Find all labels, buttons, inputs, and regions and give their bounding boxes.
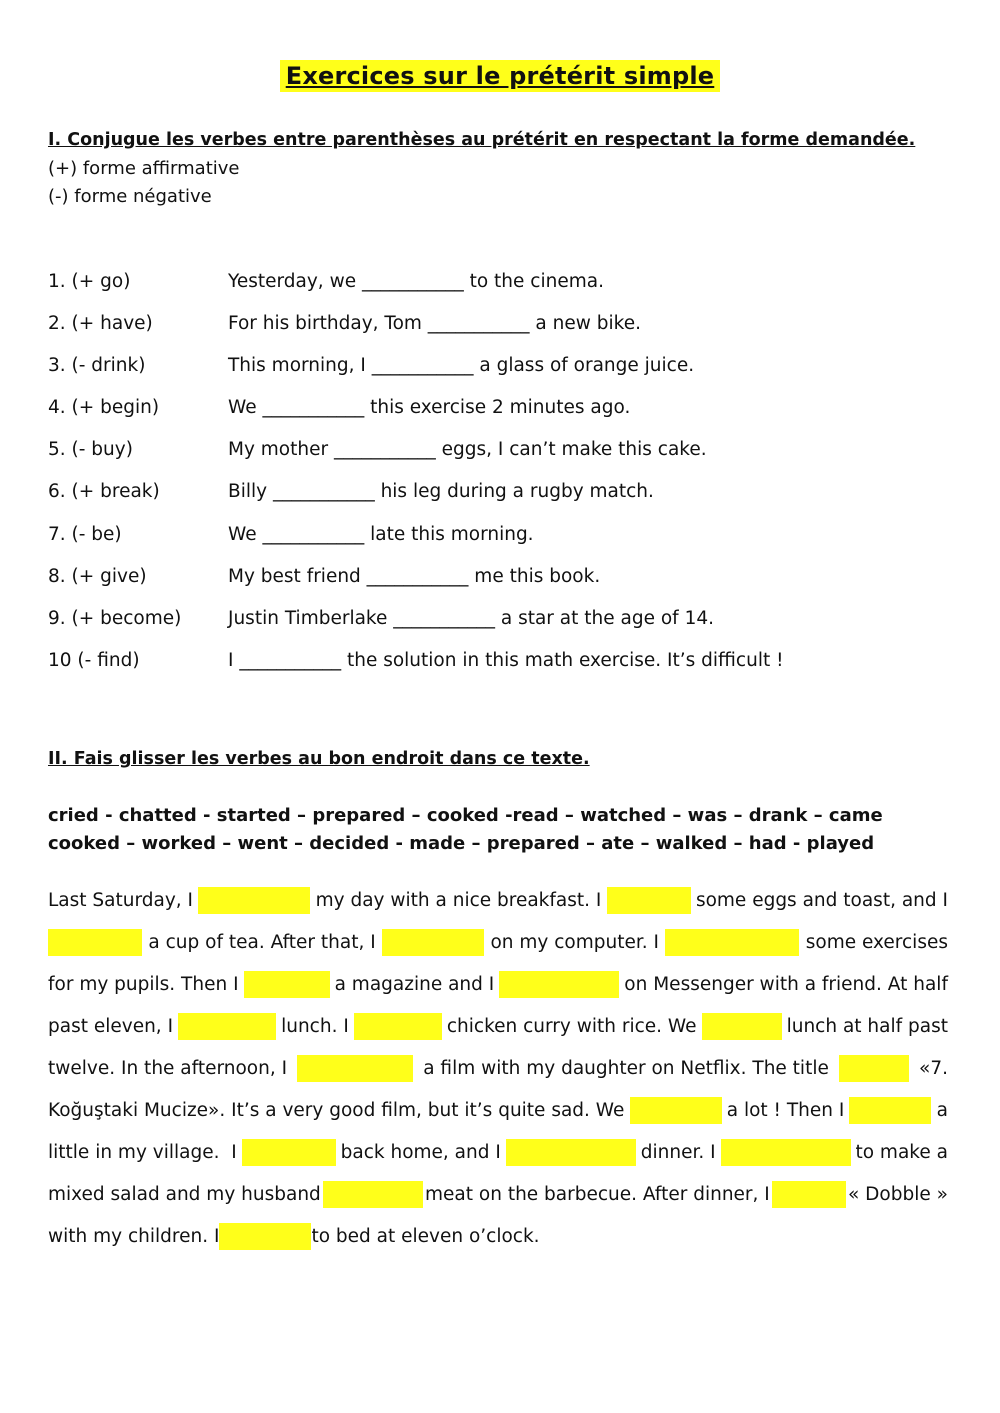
text-segment: some exercises xyxy=(805,931,948,953)
question-sentence: My best friend ___________ me this book. xyxy=(228,566,601,587)
drop-zone[interactable] xyxy=(382,929,484,956)
text-segment: with my children. I xyxy=(48,1225,220,1247)
question-number: 8. (+ give) xyxy=(48,566,147,587)
question-number: 10 (- find) xyxy=(48,650,140,671)
text-line xyxy=(48,1051,948,1085)
text-segment: a magazine and I xyxy=(334,973,495,995)
text-segment: chicken curry with rice. We xyxy=(446,1015,697,1037)
question-number: 4. (+ begin) xyxy=(48,397,160,418)
text-segment: my day with a nice breakfast. I xyxy=(315,889,602,911)
text-segment: some eggs and toast, and I xyxy=(695,889,948,911)
text-segment: Last Saturday, I xyxy=(48,889,194,911)
text-segment: lunch at half past xyxy=(786,1015,948,1037)
drop-zone[interactable] xyxy=(297,1055,413,1082)
verb-bank-line: cooked – worked – went – decided - made – prepared – ate – walked – had - played xyxy=(48,833,875,854)
text-segment: twelve. In the afternoon, I xyxy=(48,1057,288,1079)
section2-heading: II. Fais glisser les verbes au bon endroit dans ce texte. xyxy=(48,749,590,769)
question-sentence: Billy ___________ his leg during a rugby match. xyxy=(228,481,654,502)
drop-zone[interactable] xyxy=(630,1097,722,1124)
drop-zone[interactable] xyxy=(499,971,619,998)
question-sentence: This morning, I ___________ a glass of orange juice. xyxy=(228,355,695,376)
drop-zone[interactable] xyxy=(607,887,691,914)
drop-zone[interactable] xyxy=(242,1139,336,1166)
legend-affirmative: (+) forme affirmative xyxy=(48,158,240,179)
text-line xyxy=(48,1009,948,1043)
question-sentence: For his birthday, Tom ___________ a new bike. xyxy=(228,313,641,334)
verb-bank-line: cried - chatted - started – prepared – cooked -read – watched – was – drank – came xyxy=(48,805,883,826)
text-segment: mixed salad and my husband xyxy=(48,1183,321,1205)
drop-zone[interactable] xyxy=(48,929,142,956)
section1-heading: I. Conjugue les verbes entre parenthèses au prétérit en respectant la forme demandée. xyxy=(48,130,916,150)
text-line xyxy=(48,1135,948,1169)
drop-zone[interactable] xyxy=(198,887,310,914)
text-line xyxy=(48,883,948,917)
question-number: 3. (- drink) xyxy=(48,355,146,376)
text-segment: meat on the barbecue. After dinner, I xyxy=(425,1183,770,1205)
drop-zone[interactable] xyxy=(721,1139,851,1166)
drop-zone[interactable] xyxy=(702,1013,782,1040)
drop-zone[interactable] xyxy=(354,1013,442,1040)
question-sentence: We ___________ this exercise 2 minutes ago. xyxy=(228,397,631,418)
question-number: 1. (+ go) xyxy=(48,271,131,292)
text-segment: lunch. I xyxy=(281,1015,349,1037)
text-segment: dinner. I xyxy=(640,1141,716,1163)
text-line xyxy=(48,1219,948,1253)
drop-zone[interactable] xyxy=(665,929,799,956)
question-sentence: Justin Timberlake ___________ a star at the age of 14. xyxy=(228,608,714,629)
legend-negative: (-) forme négative xyxy=(48,186,212,207)
drop-zone[interactable] xyxy=(772,1181,846,1208)
text-segment: for my pupils. Then I xyxy=(48,973,239,995)
text-segment: on my computer. I xyxy=(490,931,659,953)
text-line xyxy=(48,925,948,959)
page-title: Exercices sur le prétérit simple xyxy=(280,60,721,92)
text-segment: « Dobble » xyxy=(847,1183,948,1205)
drop-zone[interactable] xyxy=(323,1181,423,1208)
drop-zone[interactable] xyxy=(839,1055,909,1082)
text-line xyxy=(48,967,948,1001)
text-segment: little in my village. I xyxy=(48,1141,237,1163)
question-sentence: Yesterday, we ___________ to the cinema. xyxy=(228,271,604,292)
drop-zone[interactable] xyxy=(849,1097,931,1124)
text-segment: a lot ! Then I xyxy=(726,1099,845,1121)
drop-zone[interactable] xyxy=(178,1013,276,1040)
text-segment: a cup of tea. After that, I xyxy=(148,931,376,953)
text-segment: a film with my daughter on Netflix. The title xyxy=(423,1057,829,1079)
drop-zone[interactable] xyxy=(219,1223,311,1250)
text-segment: Koğuştaki Mucize». It’s a very good film, but it’s quite sad. We xyxy=(48,1099,625,1121)
question-number: 6. (+ break) xyxy=(48,481,160,502)
text-segment: past eleven, I xyxy=(48,1015,174,1037)
text-segment: back home, and I xyxy=(340,1141,501,1163)
question-sentence: I ___________ the solution in this math exercise. It’s difficult ! xyxy=(228,650,784,671)
question-number: 2. (+ have) xyxy=(48,313,153,334)
question-number: 7. (- be) xyxy=(48,524,122,545)
question-number: 5. (- buy) xyxy=(48,439,133,460)
text-line xyxy=(48,1177,948,1211)
text-segment: to make a xyxy=(855,1141,948,1163)
text-segment: on Messenger with a friend. At half xyxy=(624,973,948,995)
text-segment: a xyxy=(936,1099,948,1121)
question-number: 9. (+ become) xyxy=(48,608,182,629)
question-sentence: My mother ___________ eggs, I can’t make this cake. xyxy=(228,439,707,460)
title-container xyxy=(0,60,1000,92)
text-segment: to bed at eleven o’clock. xyxy=(311,1225,540,1247)
question-sentence: We ___________ late this morning. xyxy=(228,524,534,545)
text-line xyxy=(48,1093,948,1127)
drop-zone[interactable] xyxy=(244,971,330,998)
text-segment: «7. xyxy=(919,1057,948,1079)
drop-zone[interactable] xyxy=(506,1139,636,1166)
